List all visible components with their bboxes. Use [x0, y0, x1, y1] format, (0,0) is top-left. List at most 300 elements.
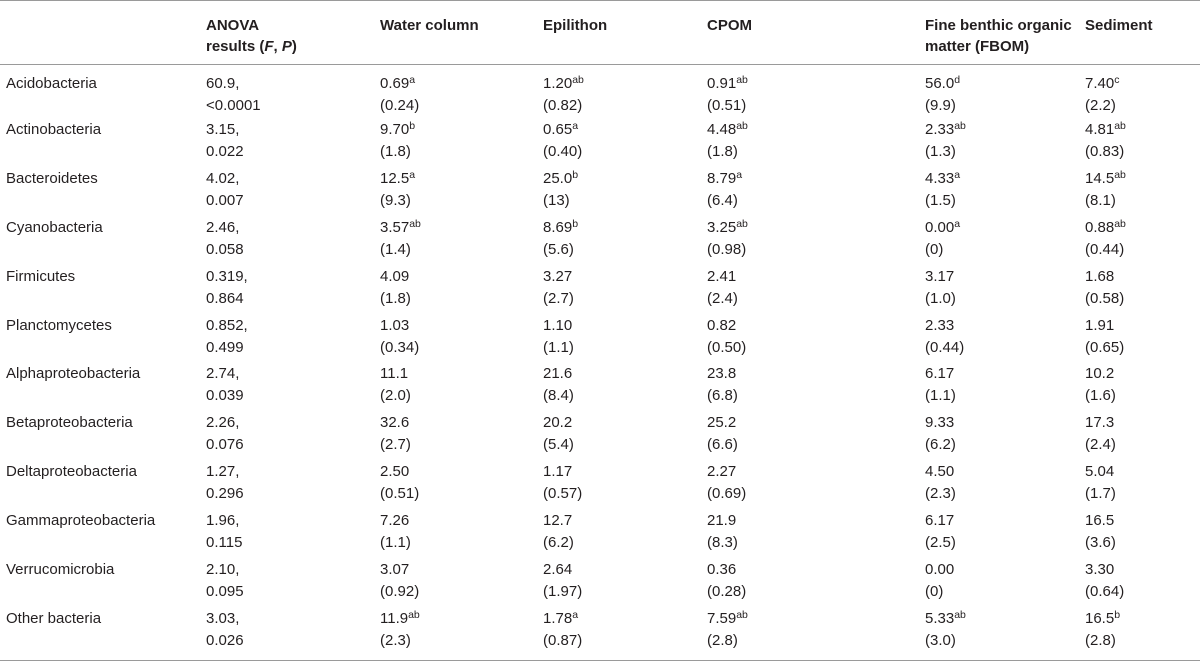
- fbom-cell: [921, 361, 1081, 410]
- anova-p-value: 0.296: [206, 485, 244, 503]
- anova-cell: [202, 264, 376, 313]
- mean-value: 8.69: [543, 218, 573, 236]
- standard-error: (0.82): [543, 97, 583, 114]
- standard-error: (0.50): [707, 338, 747, 356]
- sediment-cell: [1081, 606, 1200, 661]
- epilithon-cell: [539, 117, 703, 166]
- table-row: [0, 264, 1200, 313]
- header-water-column: [376, 1, 539, 65]
- standard-error: (6.2): [543, 534, 574, 552]
- taxon-cell: Gammaproteobacteria: [6, 512, 156, 530]
- sediment-cell: [1081, 166, 1200, 215]
- mean-line: [707, 168, 917, 190]
- fbom-cell: [921, 215, 1081, 264]
- standard-error: (5.4): [543, 436, 574, 454]
- mean-value: 3.27: [543, 267, 573, 285]
- mean-line: [707, 266, 917, 288]
- mean-value: 23.8: [707, 365, 737, 383]
- mean-line: [925, 119, 1077, 141]
- epilithon-cell: [539, 166, 703, 215]
- significance-letter: d: [954, 74, 961, 86]
- mean-value: 17.3: [1085, 414, 1115, 432]
- mean-line: [543, 217, 699, 239]
- anova-p-value: 0.095: [206, 583, 244, 601]
- anova-f-value: 4.02,: [206, 169, 240, 187]
- table-row: [0, 459, 1200, 508]
- anova-symbol: F: [264, 38, 274, 55]
- epilithon-cell: [539, 264, 703, 313]
- mean-value: 0.69: [380, 75, 410, 92]
- anova-text: ): [291, 38, 297, 55]
- standard-error: (0.24): [380, 97, 420, 114]
- mean-value: 3.17: [925, 267, 955, 285]
- sediment-cell: [1081, 65, 1200, 118]
- mean-value: 0.65: [543, 121, 573, 138]
- sediment-cell: [1081, 361, 1200, 410]
- water-column-cell: [376, 264, 539, 313]
- mean-line: [380, 412, 535, 434]
- mean-value: 4.09: [380, 267, 410, 285]
- standard-error: (1.8): [707, 143, 738, 160]
- standard-error: (0.34): [380, 338, 420, 356]
- mean-value: 14.5: [1085, 169, 1115, 187]
- mean-line: [543, 168, 699, 190]
- anova-p-value: 0.076: [206, 436, 244, 454]
- header-sediment-label: Sediment: [1085, 17, 1153, 34]
- standard-error: (0.98): [707, 240, 747, 258]
- standard-error: (0.83): [1085, 143, 1125, 160]
- mean-line: [380, 119, 535, 141]
- cpom-cell: [703, 410, 921, 459]
- mean-line: [380, 168, 535, 190]
- mean-value: 4.81: [1085, 121, 1115, 138]
- taxon-cell: Deltaproteobacteria: [6, 463, 137, 481]
- significance-letter: ab: [954, 608, 966, 621]
- header-anova-line1: ANOVA: [206, 17, 260, 34]
- fbom-cell: [921, 459, 1081, 508]
- anova-cell: [202, 215, 376, 264]
- significance-letter: a: [954, 168, 961, 181]
- standard-error: (0.64): [1085, 583, 1125, 601]
- standard-error: (1.0): [925, 289, 956, 307]
- standard-error: (1.1): [380, 534, 411, 552]
- cpom-cell: [703, 65, 921, 118]
- mean-value: 2.41: [707, 267, 737, 285]
- standard-error: (8.3): [707, 534, 738, 552]
- anova-cell: [202, 65, 376, 118]
- epilithon-cell: [539, 313, 703, 362]
- water-column-cell: [376, 215, 539, 264]
- mean-line: [707, 217, 917, 239]
- standard-error: (1.7): [1085, 485, 1116, 503]
- anova-p-value: 0.058: [206, 240, 244, 258]
- header-fbom-line1: Fine benthic organic: [925, 17, 1072, 34]
- standard-error: (0.40): [543, 143, 583, 160]
- standard-error: (6.8): [707, 387, 738, 405]
- mean-value: 1.10: [543, 316, 573, 334]
- anova-f-value: 2.26,: [206, 414, 240, 432]
- header-taxon: [0, 1, 202, 65]
- mean-value: 4.33: [925, 169, 955, 187]
- mean-line: [707, 119, 917, 141]
- mean-value: 5.33: [925, 609, 955, 627]
- anova-p-value: 0.115: [206, 534, 243, 552]
- significance-letter: a: [409, 168, 416, 181]
- table-row: [0, 166, 1200, 215]
- mean-line: [380, 559, 535, 581]
- taxon-cell: Alphaproteobacteria: [6, 365, 141, 383]
- standard-error: (2.8): [707, 631, 738, 649]
- mean-line: [380, 266, 535, 288]
- mean-line: [543, 119, 699, 141]
- mean-line: [543, 73, 699, 95]
- anova-cell: [202, 508, 376, 557]
- significance-letter: ab: [1114, 217, 1126, 230]
- mean-line: [707, 315, 917, 337]
- mean-line: [380, 608, 535, 630]
- cpom-cell: [703, 508, 921, 557]
- mean-line: [1085, 266, 1196, 288]
- mean-value: 32.6: [380, 414, 410, 432]
- standard-error: (1.5): [925, 191, 956, 209]
- significance-letter: b: [572, 168, 579, 181]
- standard-error: (0.51): [707, 97, 747, 114]
- standard-error: (1.8): [380, 143, 411, 160]
- mean-value: 2.64: [543, 561, 573, 579]
- mean-value: 3.57: [380, 218, 410, 236]
- taxon-cell: Verrucomicrobia: [6, 561, 115, 579]
- standard-error: (13): [543, 191, 570, 209]
- anova-cell: [202, 410, 376, 459]
- fbom-cell: [921, 557, 1081, 606]
- significance-letter: c: [1114, 74, 1120, 86]
- cpom-cell: [703, 557, 921, 606]
- anova-symbol: P: [281, 38, 292, 55]
- mean-value: 0.36: [707, 561, 737, 579]
- mean-value: 2.33: [925, 121, 955, 138]
- mean-value: 8.79: [707, 169, 737, 187]
- standard-error: (0.57): [543, 485, 583, 503]
- mean-value: 2.33: [925, 316, 955, 334]
- water-column-cell: [376, 313, 539, 362]
- standard-error: (2.0): [380, 387, 411, 405]
- significance-letter: ab: [572, 74, 584, 86]
- anova-f-value: 2.74,: [206, 365, 240, 383]
- mean-line: [380, 315, 535, 337]
- standard-error: (6.4): [707, 191, 738, 209]
- mean-value: 16.5: [1085, 609, 1115, 627]
- standard-error: (2.7): [380, 436, 411, 454]
- mean-line: [707, 363, 917, 385]
- table-row: [0, 410, 1200, 459]
- mean-value: 21.9: [707, 512, 737, 530]
- significance-letter: b: [572, 217, 579, 230]
- sediment-cell: [1081, 313, 1200, 362]
- fbom-cell: [921, 606, 1081, 661]
- mean-value: 1.78: [543, 609, 573, 627]
- mean-value: 56.0: [925, 75, 955, 92]
- mean-line: [380, 510, 535, 532]
- anova-text: results (: [206, 38, 265, 55]
- header-cpom: [703, 1, 921, 65]
- header-epilithon: [539, 1, 703, 65]
- anova-f-value: 0.852,: [206, 316, 248, 334]
- epilithon-cell: [539, 606, 703, 661]
- mean-value: 6.17: [925, 512, 955, 530]
- mean-value: 1.20: [543, 75, 573, 92]
- mean-value: 0.00: [925, 561, 955, 579]
- sediment-cell: [1081, 557, 1200, 606]
- table-body: [0, 65, 1200, 661]
- epilithon-cell: [539, 508, 703, 557]
- significance-letter: ab: [1114, 120, 1126, 132]
- sediment-cell: [1081, 117, 1200, 166]
- mean-value: 5.04: [1085, 463, 1115, 481]
- standard-error: (1.97): [543, 583, 583, 601]
- standard-error: (2.2): [1085, 97, 1116, 114]
- mean-line: [1085, 608, 1196, 630]
- taxon-cell: Planctomycetes: [6, 316, 112, 334]
- anova-f-value: 1.96,: [206, 512, 240, 530]
- table-row: [0, 65, 1200, 118]
- mean-line: [1085, 168, 1196, 190]
- significance-letter: a: [409, 74, 416, 86]
- anova-cell: [202, 117, 376, 166]
- significance-letter: ab: [954, 120, 966, 132]
- mean-line: [380, 217, 535, 239]
- water-column-cell: [376, 508, 539, 557]
- mean-line: [380, 461, 535, 483]
- mean-value: 1.68: [1085, 267, 1115, 285]
- mean-line: [707, 412, 917, 434]
- sediment-cell: [1081, 508, 1200, 557]
- mean-line: [1085, 73, 1196, 95]
- table-row: [0, 557, 1200, 606]
- table-row: [0, 313, 1200, 362]
- standard-error: (8.4): [543, 387, 574, 405]
- significance-letter: ab: [1114, 168, 1126, 181]
- fbom-cell: [921, 117, 1081, 166]
- mean-line: [925, 363, 1077, 385]
- header-cpom-label: CPOM: [707, 17, 752, 34]
- sediment-cell: [1081, 459, 1200, 508]
- mean-line: [543, 559, 699, 581]
- epilithon-cell: [539, 361, 703, 410]
- mean-line: [925, 461, 1077, 483]
- header-water-column-label: Water column: [380, 17, 479, 34]
- significance-letter: ab: [736, 217, 748, 230]
- standard-error: (2.5): [925, 534, 956, 552]
- standard-error: (1.3): [925, 143, 956, 160]
- mean-value: 3.25: [707, 218, 737, 236]
- mean-value: 3.30: [1085, 561, 1115, 579]
- header-epilithon-label: Epilithon: [543, 17, 608, 34]
- significance-letter: ab: [736, 608, 748, 621]
- standard-error: (0.69): [707, 485, 747, 503]
- epilithon-cell: [539, 215, 703, 264]
- standard-error: (0.51): [380, 485, 420, 503]
- water-column-cell: [376, 166, 539, 215]
- water-column-cell: [376, 361, 539, 410]
- sediment-cell: [1081, 215, 1200, 264]
- taxon-cell: Betaproteobacteria: [6, 414, 133, 432]
- mean-line: [543, 461, 699, 483]
- anova-p-value: 0.022: [206, 143, 244, 160]
- cpom-cell: [703, 606, 921, 661]
- sediment-cell: [1081, 410, 1200, 459]
- mean-line: [707, 608, 917, 630]
- significance-letter: ab: [408, 608, 420, 621]
- mean-line: [1085, 412, 1196, 434]
- mean-line: [925, 608, 1077, 630]
- mean-value: 7.59: [707, 609, 737, 627]
- anova-p-value: 0.499: [206, 338, 244, 356]
- mean-value: 12.7: [543, 512, 573, 530]
- cpom-cell: [703, 361, 921, 410]
- anova-f-value: 3.03,: [206, 609, 240, 627]
- cpom-cell: [703, 459, 921, 508]
- mean-line: [925, 412, 1077, 434]
- standard-error: (9.3): [380, 191, 411, 209]
- standard-error: (2.8): [1085, 631, 1116, 649]
- standard-error: (3.0): [925, 631, 956, 649]
- standard-error: (2.3): [925, 485, 956, 503]
- fbom-cell: [921, 264, 1081, 313]
- cpom-cell: [703, 117, 921, 166]
- anova-p-value: <0.0001: [206, 97, 261, 114]
- taxon-cell: Bacteroidetes: [6, 169, 98, 187]
- mean-line: [1085, 119, 1196, 141]
- mean-line: [707, 559, 917, 581]
- mean-value: 1.17: [543, 463, 573, 481]
- water-column-cell: [376, 459, 539, 508]
- table-row: [0, 117, 1200, 166]
- mean-line: [925, 168, 1077, 190]
- taxon-cell: Other bacteria: [0, 606, 202, 661]
- header-anova-line2-text: [206, 38, 297, 55]
- mean-line: [543, 266, 699, 288]
- mean-line: [1085, 461, 1196, 483]
- mean-line: [707, 510, 917, 532]
- mean-line: [1085, 363, 1196, 385]
- epilithon-cell: [539, 410, 703, 459]
- header-row: [0, 1, 1200, 65]
- header-fbom-line2: matter (FBOM): [925, 38, 1030, 55]
- significance-letter: ab: [736, 74, 748, 86]
- mean-line: [925, 217, 1077, 239]
- mean-value: 6.17: [925, 365, 955, 383]
- anova-f-value: 0.319,: [206, 267, 248, 285]
- table-row: [0, 215, 1200, 264]
- standard-error: (1.1): [543, 338, 574, 356]
- mean-line: [1085, 217, 1196, 239]
- anova-p-value: 0.007: [206, 191, 244, 209]
- cpom-cell: [703, 264, 921, 313]
- significance-letter: a: [954, 217, 961, 230]
- anova-cell: [202, 361, 376, 410]
- fbom-cell: [921, 65, 1081, 118]
- mean-value: 4.48: [707, 121, 737, 138]
- mean-value: 2.50: [380, 463, 410, 481]
- anova-f-value: 2.46,: [206, 218, 240, 236]
- standard-error: (5.6): [543, 240, 574, 258]
- significance-letter: ab: [409, 217, 421, 230]
- fbom-cell: [921, 410, 1081, 459]
- mean-line: [380, 73, 535, 95]
- mean-value: 7.40: [1085, 75, 1115, 92]
- table-row: [0, 508, 1200, 557]
- mean-value: 21.6: [543, 365, 573, 383]
- anova-p-value: 0.864: [206, 289, 244, 307]
- mean-value: 11.1: [380, 365, 409, 383]
- mean-line: [380, 363, 535, 385]
- standard-error: (0): [925, 240, 944, 258]
- anova-text: ,: [273, 38, 282, 55]
- mean-line: [925, 266, 1077, 288]
- anova-cell: [202, 557, 376, 606]
- significance-letter: a: [736, 168, 743, 181]
- mean-value: 9.70: [380, 121, 410, 138]
- mean-line: [543, 363, 699, 385]
- mean-line: [925, 315, 1077, 337]
- taxon-cell: Actinobacteria: [6, 121, 102, 138]
- standard-error: (9.9): [925, 97, 956, 114]
- mean-line: [543, 510, 699, 532]
- table-row: [0, 361, 1200, 410]
- mean-line: [925, 73, 1077, 95]
- mean-value: 25.2: [707, 414, 737, 432]
- fbom-cell: [921, 508, 1081, 557]
- standard-error: (0.44): [925, 338, 965, 356]
- anova-f-value: 3.15,: [206, 121, 240, 138]
- standard-error: (0.92): [380, 583, 420, 601]
- header-anova-line2: [206, 36, 372, 57]
- mean-line: [707, 73, 917, 95]
- mean-line: [1085, 315, 1196, 337]
- standard-error: (1.4): [380, 240, 411, 258]
- standard-error: (0.58): [1085, 289, 1125, 307]
- mean-value: 16.5: [1085, 512, 1115, 530]
- mean-line: [1085, 559, 1196, 581]
- mean-line: [707, 461, 917, 483]
- mean-line: [925, 510, 1077, 532]
- mean-value: 7.26: [380, 512, 410, 530]
- standard-error: (0.44): [1085, 240, 1125, 258]
- mean-line: [1085, 510, 1196, 532]
- mean-value: 12.5: [380, 169, 410, 187]
- mean-value: 11.9: [380, 609, 409, 627]
- cpom-cell: [703, 313, 921, 362]
- sediment-cell: [1081, 264, 1200, 313]
- standard-error: (6.2): [925, 436, 956, 454]
- significance-letter: ab: [736, 120, 748, 132]
- anova-p-value: 0.039: [206, 387, 244, 405]
- header-anova: [202, 1, 376, 65]
- standard-error: (1.6): [1085, 387, 1116, 405]
- standard-error: (3.6): [1085, 534, 1116, 552]
- header-sediment: [1081, 1, 1200, 65]
- mean-value: 25.0: [543, 169, 573, 187]
- table-header: [0, 1, 1200, 65]
- standard-error: (1.1): [925, 387, 956, 405]
- mean-line: [925, 559, 1077, 581]
- epilithon-cell: [539, 459, 703, 508]
- mean-value: 20.2: [543, 414, 573, 432]
- mean-line: [543, 315, 699, 337]
- water-column-cell: [376, 606, 539, 661]
- standard-error: (0.65): [1085, 338, 1125, 356]
- anova-p-value: 0.026: [206, 631, 244, 649]
